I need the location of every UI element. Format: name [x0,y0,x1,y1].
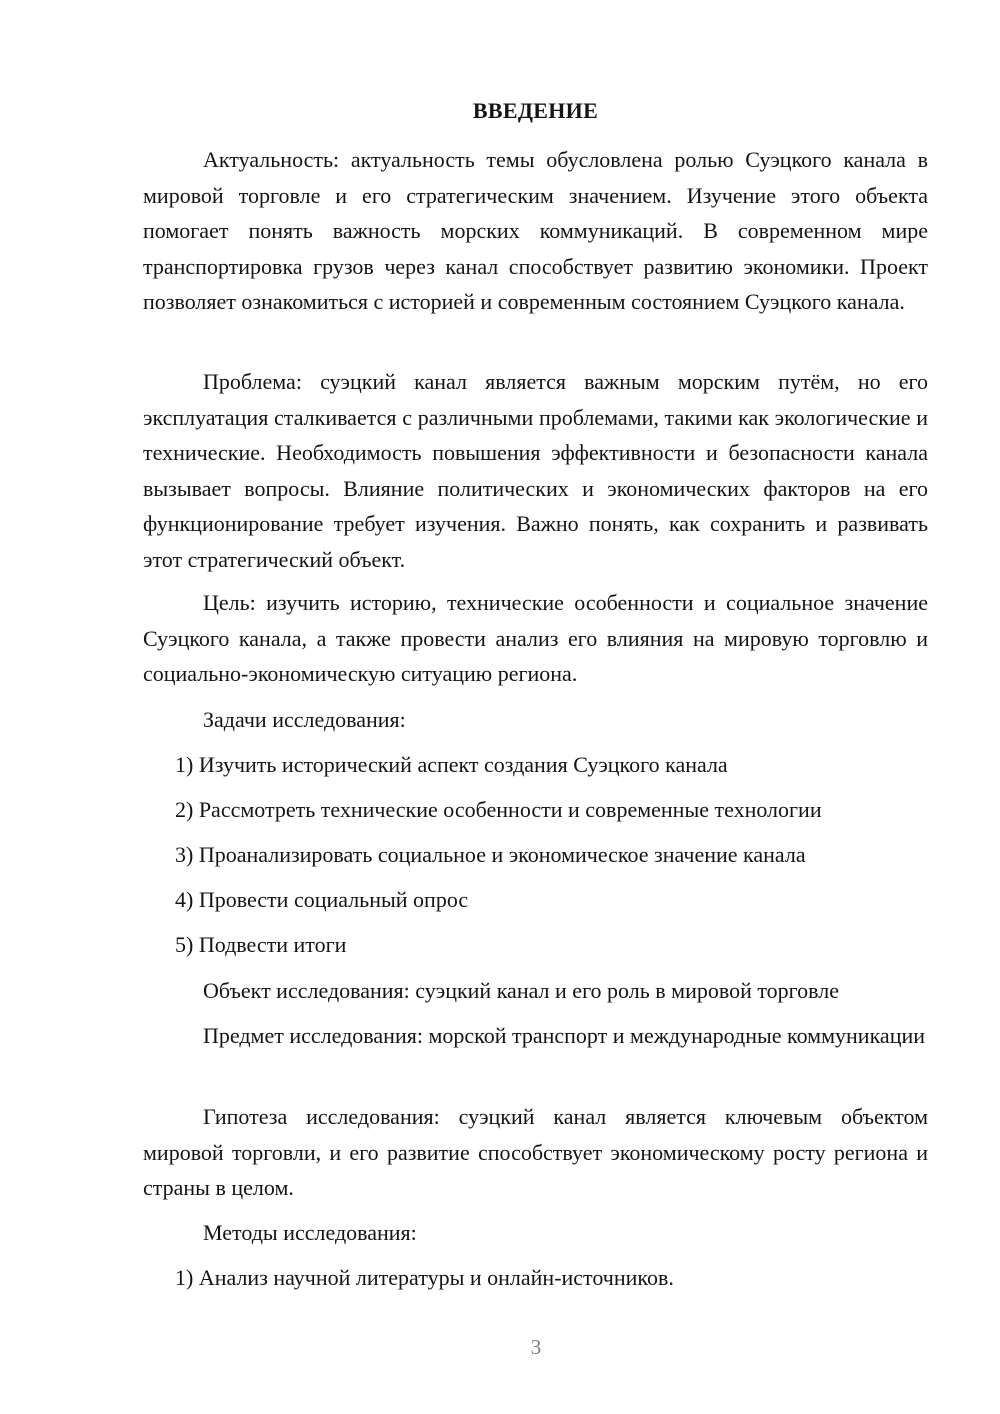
task-item: 3) Проанализировать социальное и экономическое значение канала [175,842,806,867]
task-item: 4) Провести социальный опрос [175,887,469,912]
page-title: ВВЕДЕНИЕ [472,98,599,123]
task-item: 2) Рассмотреть технические особенности и современные технологии [175,797,822,822]
method-item: 1) Анализ научной литературы и онлайн-источников. [175,1265,674,1290]
page-number: 3 [530,1335,542,1359]
subject-paragraph: Предмет исследования: морской транспорт и международные коммуникации [203,1023,926,1048]
tasks-heading: Задачи исследования: [203,707,406,732]
task-item: 1) Изучить исторический аспект создания Суэцкого канала [175,752,728,777]
task-item: 5) Подвести итоги [175,932,347,957]
object-line: Объект исследования: суэцкий канал и его роль в мировой торговле [203,978,840,1003]
relevance-paragraph: Актуальность: актуальность темы обусловлена ролью Суэцкого канала в мировой торговле и его стратегическим значением. Изучение этого объекта помогает понять важность морских коммуникаций. В современном мире транспортировка грузов через канал способствует развитию экономики. Проект позволяет ознакомиться с историей и современным состоянием Суэцкого канала. [143,147,928,314]
methods-heading: Методы исследования: [203,1220,417,1245]
goal-paragraph: Цель: изучить историю, технические особенности и социальное значение Суэцкого канала, а также провести анализ его влияния на мировую торговлю и социально-экономическую ситуацию региона. [143,590,928,686]
problem-paragraph: Проблема: суэцкий канал является важным морским путём, но его эксплуатация сталкивается с различными проблемами, такими как экологические и технические. Необходимость повышения эффективности и безопасности канала вызывает вопросы. Влияние политических и экономических факторов на его функционирование требует изучения. Важно понять, как сохранить и развивать этот стратегический объект. [143,369,928,572]
hypothesis-paragraph: Гипотеза исследования: суэцкий канал является ключевым объектом мировой торговли, и его развитие способствует экономическому росту региона и страны в целом. [143,1104,928,1200]
